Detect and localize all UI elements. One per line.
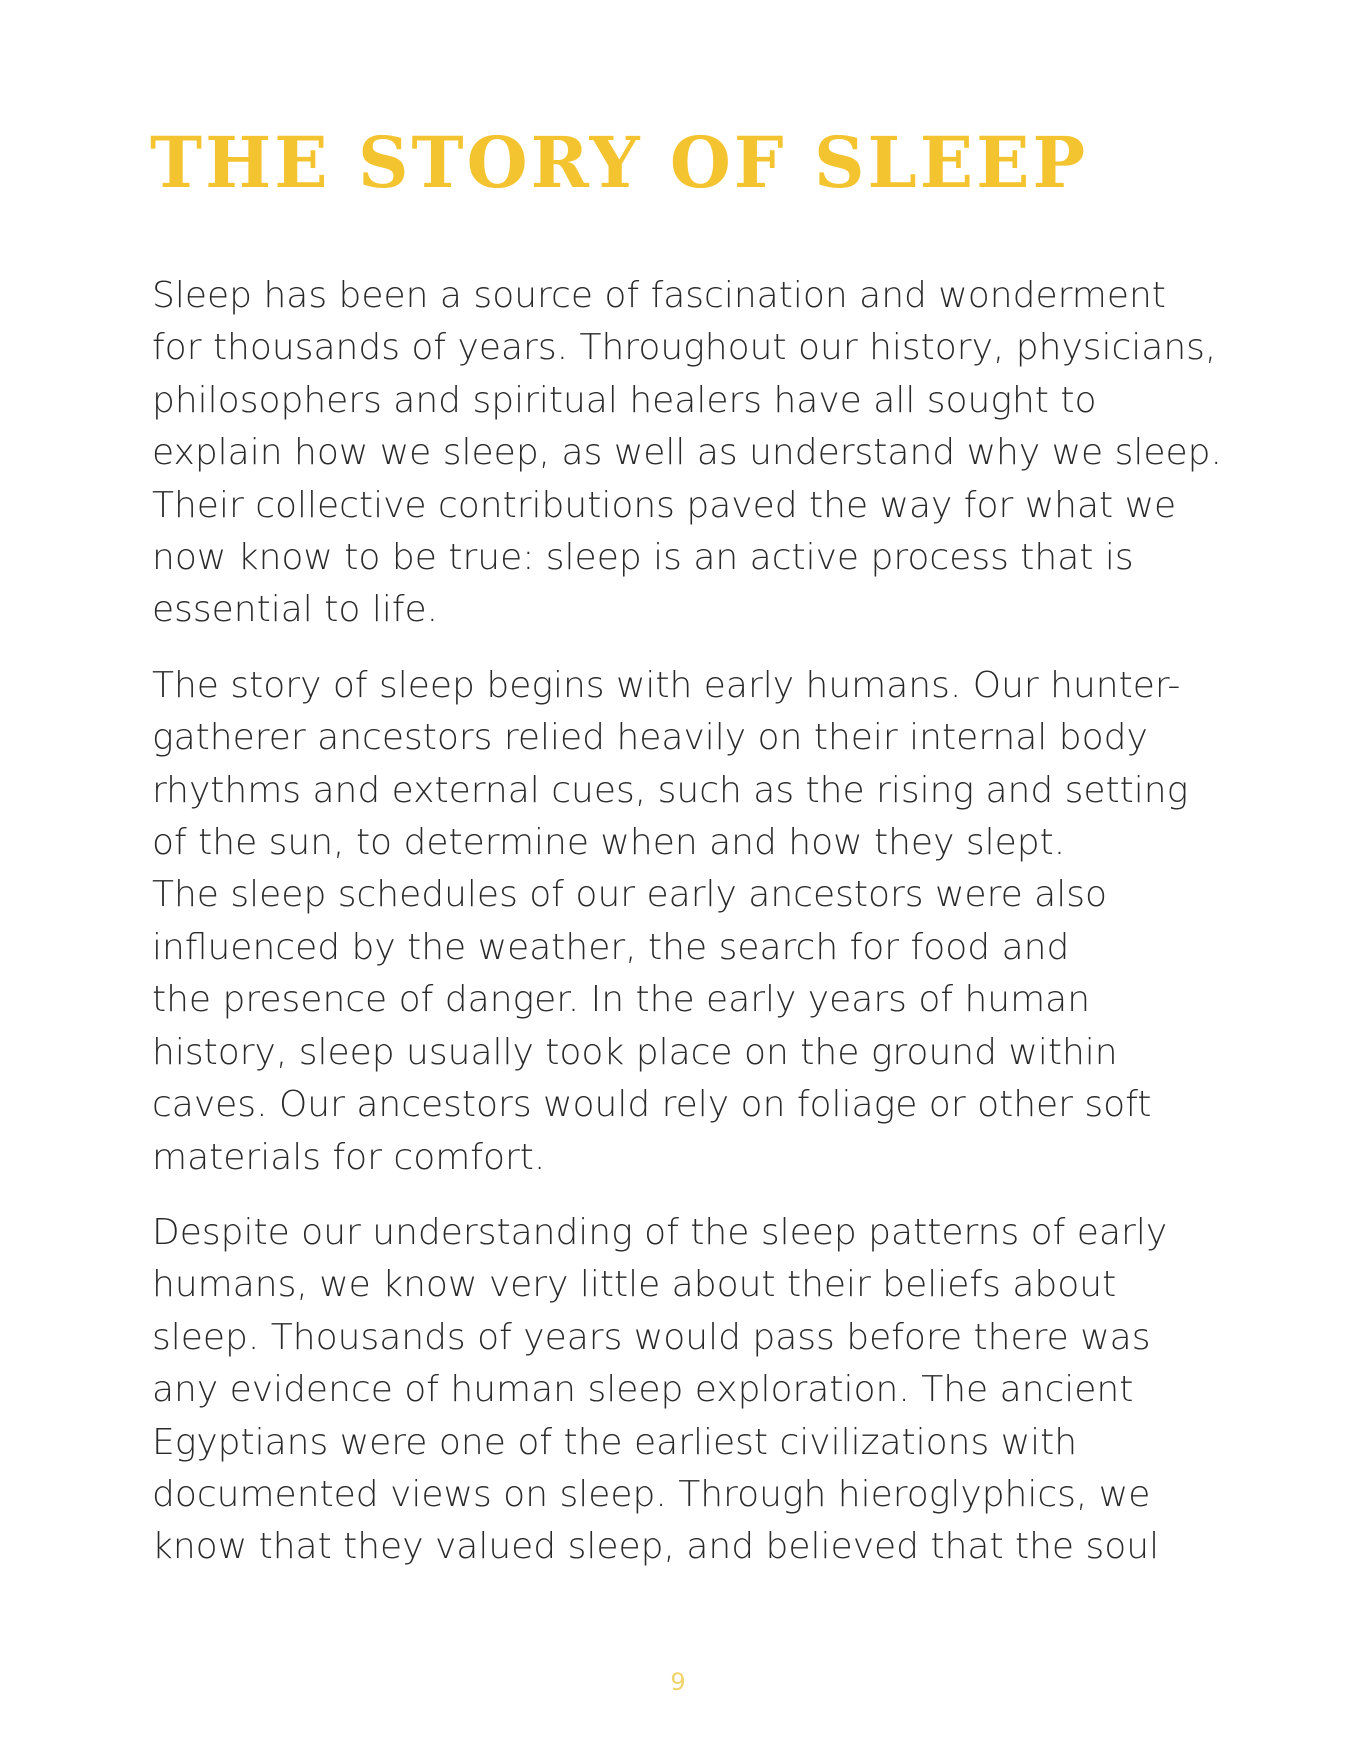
text-line: caves. Our ancestors would rely on foliage or other soft — [152, 1084, 1152, 1126]
text-line: Their collective contributions paved the way for what we — [152, 484, 1177, 526]
text-line: history, sleep usually took place on the ground within — [152, 1031, 1118, 1073]
text-line: gatherer ancestors relied heavily on their internal body — [152, 717, 1148, 759]
text-line: humans, we know very little about their beliefs about — [152, 1264, 1117, 1306]
body-text — [152, 270, 1232, 1597]
page-number: 9 — [670, 1668, 686, 1696]
text-line: Despite our understanding of the sleep patterns of early — [152, 1211, 1168, 1253]
text-line: Egyptians were one of the earliest civilizations with — [152, 1421, 1078, 1463]
text-line: influenced by the weather, the search for food and — [152, 926, 1070, 968]
paragraph-1 — [152, 270, 1232, 637]
paragraph-3 — [152, 1207, 1232, 1574]
text-line: now know to be true: sleep is an active process that is — [152, 537, 1134, 579]
text-line: the presence of danger. In the early years of human — [152, 979, 1091, 1021]
text-line: essential to life. — [152, 589, 439, 631]
text-line: Sleep has been a source of fascination and wonderment — [152, 275, 1166, 316]
text-line: any evidence of human sleep exploration. The ancient — [152, 1369, 1134, 1411]
text-line: know that they valued sleep, and believed that the soul — [152, 1526, 1160, 1568]
text-line: documented views on sleep. Through hieroglyphics, we — [152, 1473, 1151, 1515]
text-line: rhythms and external cues, such as the rising and setting — [152, 769, 1189, 811]
paragraph-2 — [152, 660, 1232, 1184]
text-line: The sleep schedules of our early ancestors were also — [152, 874, 1108, 916]
text-line: of the sun, to determine when and how they slept. — [152, 822, 1066, 864]
text-line: materials for comfort. — [152, 1136, 546, 1178]
text-line: explain how we sleep, as well as understand why we sleep. — [152, 432, 1222, 474]
text-line: sleep. Thousands of years would pass before there was — [152, 1316, 1151, 1358]
text-line: for thousands of years. Throughout our history, physicians, — [152, 327, 1217, 369]
page-title: THE STORY OF SLEEP — [150, 121, 1089, 204]
text-line: The story of sleep begins with early humans. Our hunter- — [152, 664, 1181, 706]
text-line: philosophers and spiritual healers have all sought to — [152, 379, 1097, 421]
